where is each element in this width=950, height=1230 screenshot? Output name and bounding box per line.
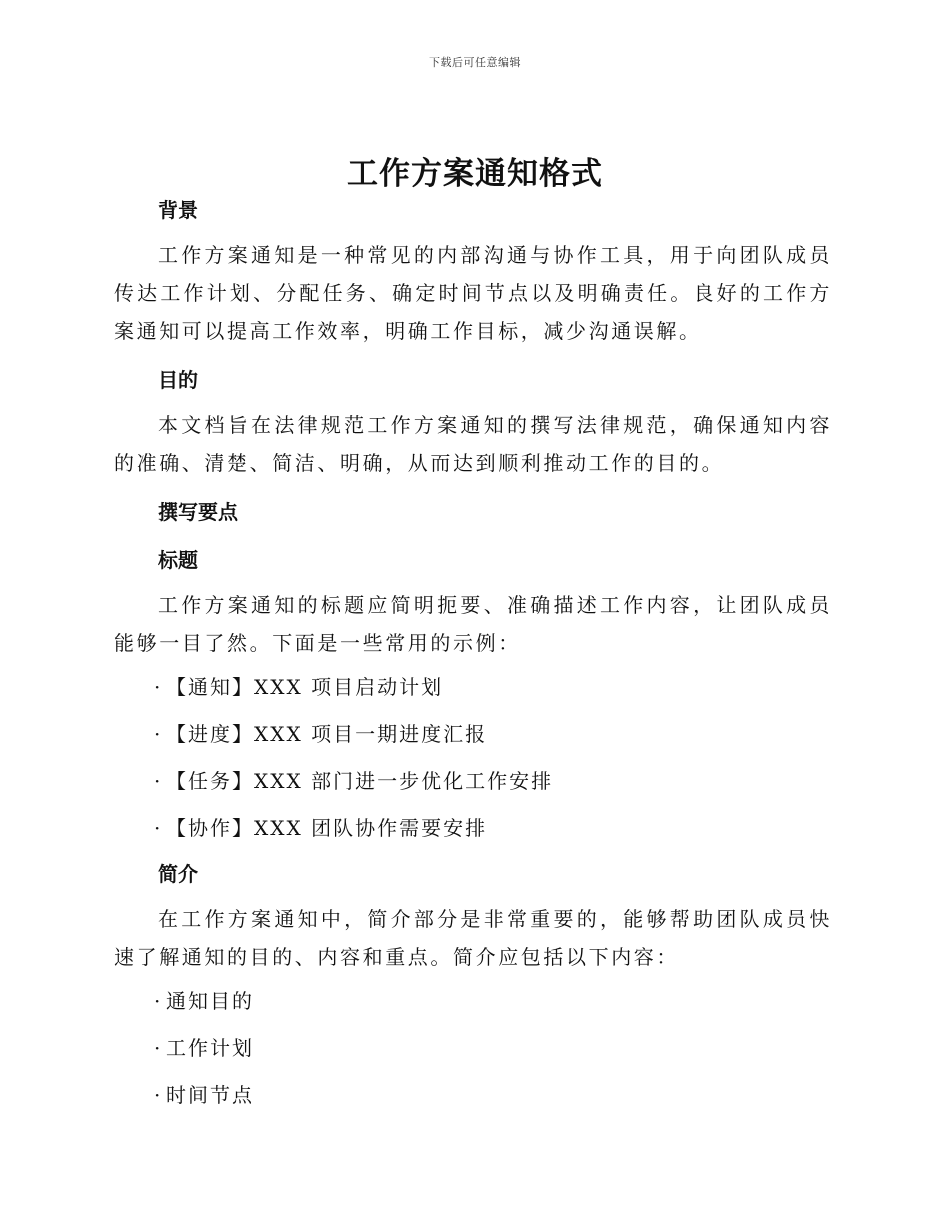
list-item [154, 809, 832, 847]
list-item [154, 715, 832, 753]
list-item-text: 【通知】XXX 项目启动计划 [166, 675, 444, 699]
list-item [154, 1029, 832, 1067]
list-item [154, 762, 832, 800]
bullet-icon: · [154, 675, 163, 699]
bullet-icon: · [154, 989, 163, 1013]
bullet-icon: · [154, 769, 163, 793]
bullet-icon: · [154, 1083, 163, 1107]
title-examples-list [114, 668, 832, 847]
list-item-text: 通知目的 [166, 989, 254, 1013]
section-heading-key-points: 撰写要点 [158, 500, 238, 524]
title-paragraph: 工作方案通知的标题应简明扼要、准确描述工作内容，让团队成员能够一目了然。下面是一些常用的示例： [114, 593, 832, 655]
list-item-text: 【任务】XXX 部门进一步优化工作安排 [166, 769, 554, 793]
section-heading-purpose: 目的 [158, 368, 198, 392]
list-item-text: 工作计划 [166, 1036, 254, 1060]
bullet-icon: · [154, 722, 163, 746]
intro-contents-list [114, 982, 832, 1114]
bullet-icon: · [154, 816, 163, 840]
purpose-paragraph: 本文档旨在法律规范工作方案通知的撰写法律规范，确保通知内容的准确、清楚、简洁、明确，从而达到顺利推动工作的目的。 [114, 413, 832, 475]
header-note: 下载后可任意编辑 [429, 56, 521, 69]
list-item-text: 【进度】XXX 项目一期进度汇报 [166, 722, 488, 746]
list-item [154, 668, 832, 706]
background-paragraph: 工作方案通知是一种常见的内部沟通与协作工具，用于向团队成员传达工作计划、分配任务、确定时间节点以及明确责任。良好的工作方案通知可以提高工作效率，明确工作目标，减少沟通误解。 [114, 243, 832, 343]
section-heading-title: 标题 [158, 548, 198, 572]
intro-paragraph: 在工作方案通知中，简介部分是非常重要的，能够帮助团队成员快速了解通知的目的、内容和重点。简介应包括以下内容： [114, 907, 832, 969]
bullet-icon: · [154, 1036, 163, 1060]
list-item [154, 1076, 832, 1114]
list-item-text: 【协作】XXX 团队协作需要安排 [166, 816, 488, 840]
section-heading-background: 背景 [158, 198, 198, 222]
list-item [154, 982, 832, 1020]
list-item-text: 时间节点 [166, 1083, 254, 1107]
document-body [114, 192, 832, 1123]
section-heading-intro: 简介 [158, 862, 198, 886]
document-title: 工作方案通知格式 [347, 156, 603, 192]
